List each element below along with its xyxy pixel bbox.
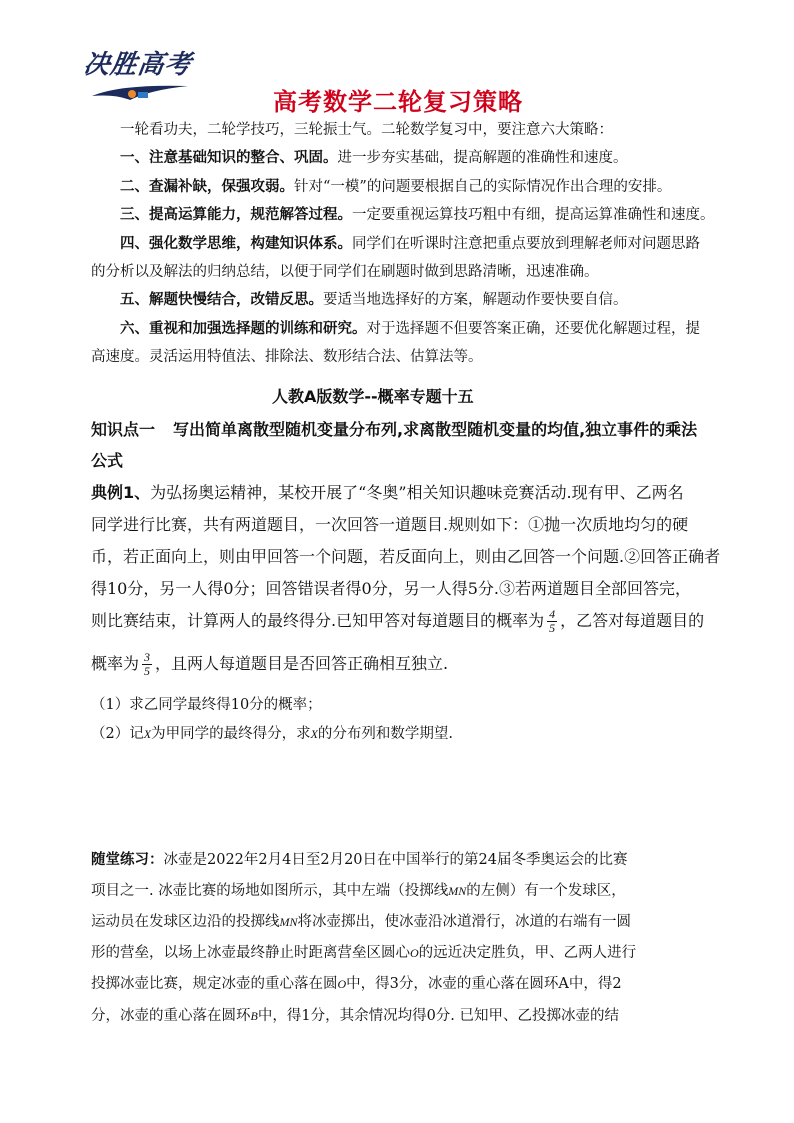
example-line-2: 同学进行比赛，共有两道题目，一次回答一道题目.规则如下：①抛一次质地均匀的硬	[91, 515, 689, 534]
practice-line-6-a: 分，冰壶的重心落在圆环	[91, 1008, 251, 1024]
example-line-5	[91, 608, 704, 635]
practice-line-3-b: 将冰壶掷出，使冰壶沿冰道滑行，冰道的右端有一圆	[297, 914, 631, 930]
practice-line-6	[91, 1006, 619, 1026]
question-2-a: （2）记	[91, 726, 144, 742]
variable-x: X	[310, 727, 318, 741]
practice-line-4	[91, 943, 636, 963]
fraction-denominator: 5	[144, 664, 151, 678]
strategy-5-heading: 五、解题快慢结合，改错反思。	[120, 292, 323, 308]
strategy-4-cont: 的分析以及解法的归纳总结，以便于同学们在刷题时做到思路清晰，迅速准确。	[91, 264, 599, 280]
fraction-numerator: 3	[144, 650, 151, 664]
example-label: 典例1、	[91, 483, 151, 502]
practice-text-1: 冰壶是2022年2月4日至2月20日在中国举行的第24届冬季奥运会的比赛	[163, 852, 628, 868]
fraction-denominator: 5	[549, 621, 556, 635]
practice-line-2	[91, 881, 626, 901]
example-line-1	[91, 482, 684, 504]
practice-line-1	[91, 850, 627, 870]
strategy-3-text: 一定要重视运算技巧粗中有细，提高运算准确性和速度。	[352, 207, 715, 223]
strategy-2-heading: 二、查漏补缺，保强攻弱。	[120, 179, 294, 195]
strategy-3	[120, 205, 715, 225]
practice-line-2-a: 项目之一. 冰壶比赛的场地如图所示，其中左端（投掷线	[91, 883, 449, 899]
fraction-numerator: 4	[549, 607, 556, 621]
logo	[81, 44, 202, 104]
strategy-1-heading: 一、注意基础知识的整合、巩固。	[120, 150, 338, 166]
practice-line-4-b: 的远近决定胜负，甲、乙两人进行	[418, 945, 637, 961]
variable-o: O	[410, 946, 419, 960]
example-line-4: 得10分，另一人得0分；回答错误者得0分，另一人得5分.③若两道题目全部回答完，	[91, 579, 691, 598]
example-line-5-a: 则比赛结束，计算两人的最终得分.已知甲答对每道题目的概率为	[91, 611, 545, 630]
strategy-1	[120, 148, 628, 168]
practice-line-5-a: 投掷冰壶比赛，规定冰壶的重心落在圆	[91, 976, 338, 992]
strategy-4-text: 同学们在听课时注意把重点要放到理解老师对问题思路	[352, 236, 700, 252]
strategy-6	[120, 319, 700, 339]
practice-line-3	[91, 912, 631, 932]
example-line-6	[91, 651, 448, 678]
page-title: 高考数学二轮复习策略	[273, 88, 523, 116]
knowledge-title-line1: 写出简单离散型随机变量分布列,求离散型随机变量的均值,独立事件的乘法	[173, 420, 698, 439]
practice-line-2-b: 的左侧）有一个发球区，	[466, 883, 626, 899]
question-2-c: 的分布列和数学期望.	[317, 726, 454, 742]
strategy-4-heading: 四、强化数学思维，构建知识体系。	[120, 236, 352, 252]
strategy-2-text: 针对“一模”的问题要根据自己的实际情况作出合理的安排。	[294, 179, 672, 195]
question-2-b: 为甲同学的最终得分，求	[151, 726, 311, 742]
knowledge-label: 知识点一	[91, 420, 156, 439]
fraction-4-5	[547, 608, 557, 635]
practice-line-4-a: 形的营垒，以场上冰壶最终静止时距离营垒区圆心	[91, 945, 410, 961]
example-line-6-a: 概率为	[91, 654, 140, 673]
question-1: （1）求乙同学最终得10分的概率；	[91, 697, 322, 713]
question-2	[91, 724, 453, 744]
variable-mn: MN	[448, 884, 467, 898]
practice-line-6-b: 中，得1分，其余情况均得0分. 已知甲、乙投掷冰壶的结	[257, 1008, 620, 1024]
practice-label: 随堂练习：	[91, 852, 164, 868]
variable-mn: MN	[279, 915, 298, 929]
variable-o: O	[337, 977, 347, 991]
strategy-3-heading: 三、提高运算能力，规范解答过程。	[120, 207, 352, 223]
example-line-6-b: ，且两人每道题目是否回答正确相互独立.	[155, 654, 449, 673]
strategy-2	[120, 177, 671, 197]
variable-x: X	[143, 727, 152, 741]
logo-swoosh-icon	[90, 80, 190, 102]
intro-text: 一轮看功夫，二轮学技巧，三轮振士气。二轮数学复习中，要注意六大策略：	[120, 122, 613, 138]
variable-b: B	[250, 1009, 258, 1023]
practice-line-5	[91, 974, 622, 994]
fraction-3-5	[142, 651, 152, 678]
knowledge-point	[91, 419, 697, 441]
strategy-6-text: 对于选择题不但要答案正确，还要优化解题过程，提	[366, 321, 700, 337]
practice-line-3-a: 运动员在发球区边沿的投掷线	[91, 914, 280, 930]
strategy-6-cont: 高速度。灵活运用特值法、排除法、数形结合法、估算法等。	[91, 349, 483, 365]
example-line-3: 币，若正面向上，则由甲回答一个问题，若反面向上，则由乙回答一个问题.②回答正确者	[91, 547, 721, 566]
knowledge-title-line2: 公式	[91, 451, 124, 470]
practice-line-5-b: 中，得3分，冰壶的重心落在圆环A中，得2	[346, 976, 622, 992]
strategy-1-text: 进一步夯实基础，提高解题的准确性和速度。	[337, 150, 628, 166]
logo-text: 决胜高考	[81, 50, 194, 80]
strategy-6-heading: 六、重视和加强选择题的训练和研究。	[120, 321, 367, 337]
strategy-5-text: 要适当地选择好的方案，解题动作要快要自信。	[323, 292, 628, 308]
strategy-5	[120, 290, 628, 310]
section-title: 人教A版数学--概率专题十五	[272, 387, 474, 406]
strategy-4	[120, 234, 700, 254]
example-line-5-b: ，乙答对每道题目的	[560, 611, 705, 630]
example-text-1: 为弘扬奥运精神，某校开展了“冬奥”相关知识趣味竞赛活动.现有甲、乙两名	[150, 483, 684, 502]
